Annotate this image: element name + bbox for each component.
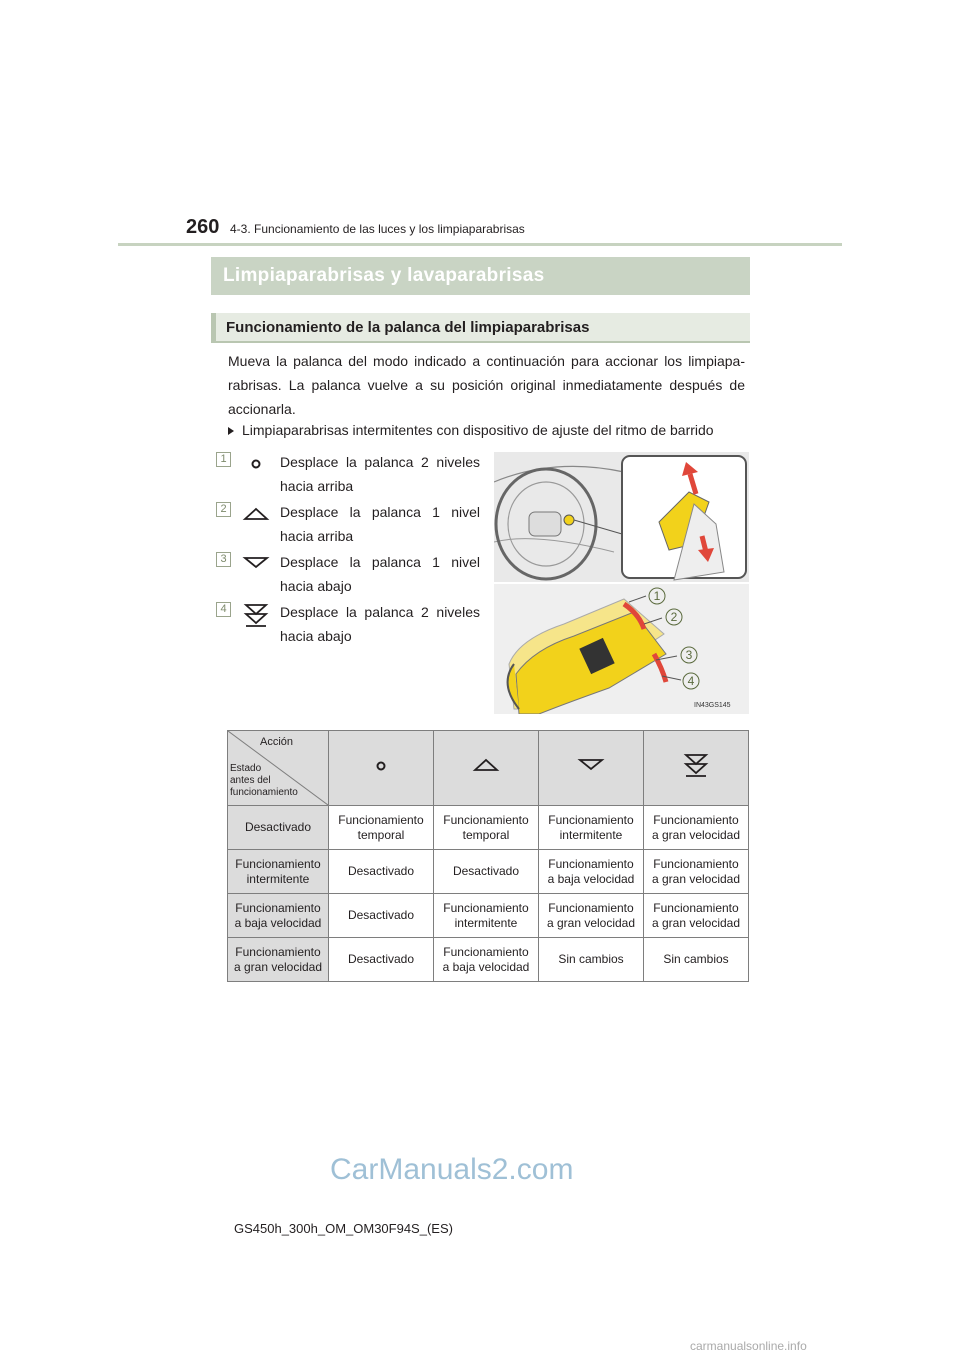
lever-label-1: 1 <box>653 589 661 603</box>
lever-step-4 <box>216 602 481 648</box>
lever-illustration <box>494 584 749 714</box>
document-code: GS450h_300h_OM_OM30F94S_(ES) <box>234 1221 453 1236</box>
lever-step-2 <box>216 502 481 548</box>
row-header: Funcionamiento a gran velocidad <box>228 938 329 982</box>
step-number-badge: 1 <box>216 452 231 467</box>
double-down-icon <box>242 602 270 630</box>
table-row <box>228 894 749 938</box>
step-number-badge: 4 <box>216 602 231 617</box>
table-cell: Desactivado <box>329 850 434 894</box>
page-number: 260 <box>186 216 220 238</box>
watermark-logo: CarManuals2.com <box>330 1153 574 1186</box>
table-cell: Funcionamiento a gran velocidad <box>644 894 749 938</box>
bullet-text: Limpiaparabrisas intermitentes con dispositivo de ajuste del ritmo de barrido <box>242 422 714 438</box>
wiper-lever-drawing <box>494 584 749 714</box>
table-row <box>228 938 749 982</box>
row-header: Desactivado <box>228 806 329 850</box>
subsection-title: Funcionamiento de la palanca del limpiaparabrisas <box>226 319 590 336</box>
step-description: Desplace la palanca 1 nivel hacia arriba <box>280 504 480 544</box>
step-number-badge: 2 <box>216 502 231 517</box>
bullet-triangle-icon <box>228 427 234 435</box>
table-corner-header <box>228 731 329 806</box>
up-chevron-icon <box>242 502 270 530</box>
step-description: Desplace la palanca 2 niveles hacia abajo <box>280 604 480 644</box>
column-header-up <box>434 731 539 806</box>
column-header-down <box>539 731 644 806</box>
table-cell: Funcionamiento intermitente <box>434 894 539 938</box>
section-title-bar <box>211 257 750 295</box>
lever-step-3 <box>216 552 481 598</box>
column-header-double-up <box>329 731 434 806</box>
double-up-icon <box>242 452 270 480</box>
lever-label-2: 2 <box>670 610 678 624</box>
column-header-double-down <box>644 731 749 806</box>
table-cell: Desactivado <box>329 938 434 982</box>
table-row <box>228 806 749 850</box>
table-cell: Desactivado <box>329 894 434 938</box>
step-description: Desplace la palanca 1 nivel hacia abajo <box>280 554 480 594</box>
table-cell: Funcionamiento temporal <box>434 806 539 850</box>
table-cell: Funcionamiento a gran velocidad <box>644 850 749 894</box>
double-up-icon <box>367 752 395 780</box>
dashboard-illustration <box>494 452 749 582</box>
double-down-icon <box>682 752 710 780</box>
table-cell: Sin cambios <box>644 938 749 982</box>
watermark-footer: carmanualsonline.info <box>690 1339 807 1353</box>
table-cell: Funcionamiento a baja velocidad <box>539 850 644 894</box>
subsection-title-bar <box>211 313 750 343</box>
table-cell: Desactivado <box>434 850 539 894</box>
table-cell: Funcionamiento temporal <box>329 806 434 850</box>
up-chevron-icon <box>472 752 500 780</box>
intro-paragraph: Mueva la palanca del modo indicado a continuación para accionar los limpiapa-rabrisas. La palanca vuelve a su posición original inmediatamente después de accionarla. <box>228 353 745 417</box>
step-description: Desplace la palanca 2 niveles hacia arriba <box>280 454 480 494</box>
steering-wheel-drawing <box>494 452 749 582</box>
down-chevron-icon <box>242 552 270 580</box>
section-reference: 4-3. Funcionamiento de las luces y los limpiaparabrisas <box>230 222 525 236</box>
lever-step-1 <box>216 452 481 498</box>
table-row <box>228 850 749 894</box>
row-header: Funcionamiento a baja velocidad <box>228 894 329 938</box>
wiper-state-table <box>227 730 749 982</box>
corner-state-label: Estado antes del funcionamiento <box>230 763 298 798</box>
step-number-badge: 3 <box>216 552 231 567</box>
table-cell: Sin cambios <box>539 938 644 982</box>
section-title: Limpiaparabrisas y lavaparabrisas <box>223 265 545 286</box>
lever-label-3: 3 <box>685 648 693 662</box>
table-cell: Funcionamiento intermitente <box>539 806 644 850</box>
down-chevron-icon <box>577 752 605 780</box>
table-cell: Funcionamiento a gran velocidad <box>539 894 644 938</box>
illustration-code: IN43GS145 <box>694 702 731 709</box>
bullet-line <box>228 422 714 438</box>
lever-label-4: 4 <box>687 674 695 688</box>
header-divider <box>118 243 842 246</box>
corner-action-label: Acción <box>260 736 294 748</box>
table-cell: Funcionamiento a baja velocidad <box>434 938 539 982</box>
row-header: Funcionamiento intermitente <box>228 850 329 894</box>
table-cell: Funcionamiento a gran velocidad <box>644 806 749 850</box>
